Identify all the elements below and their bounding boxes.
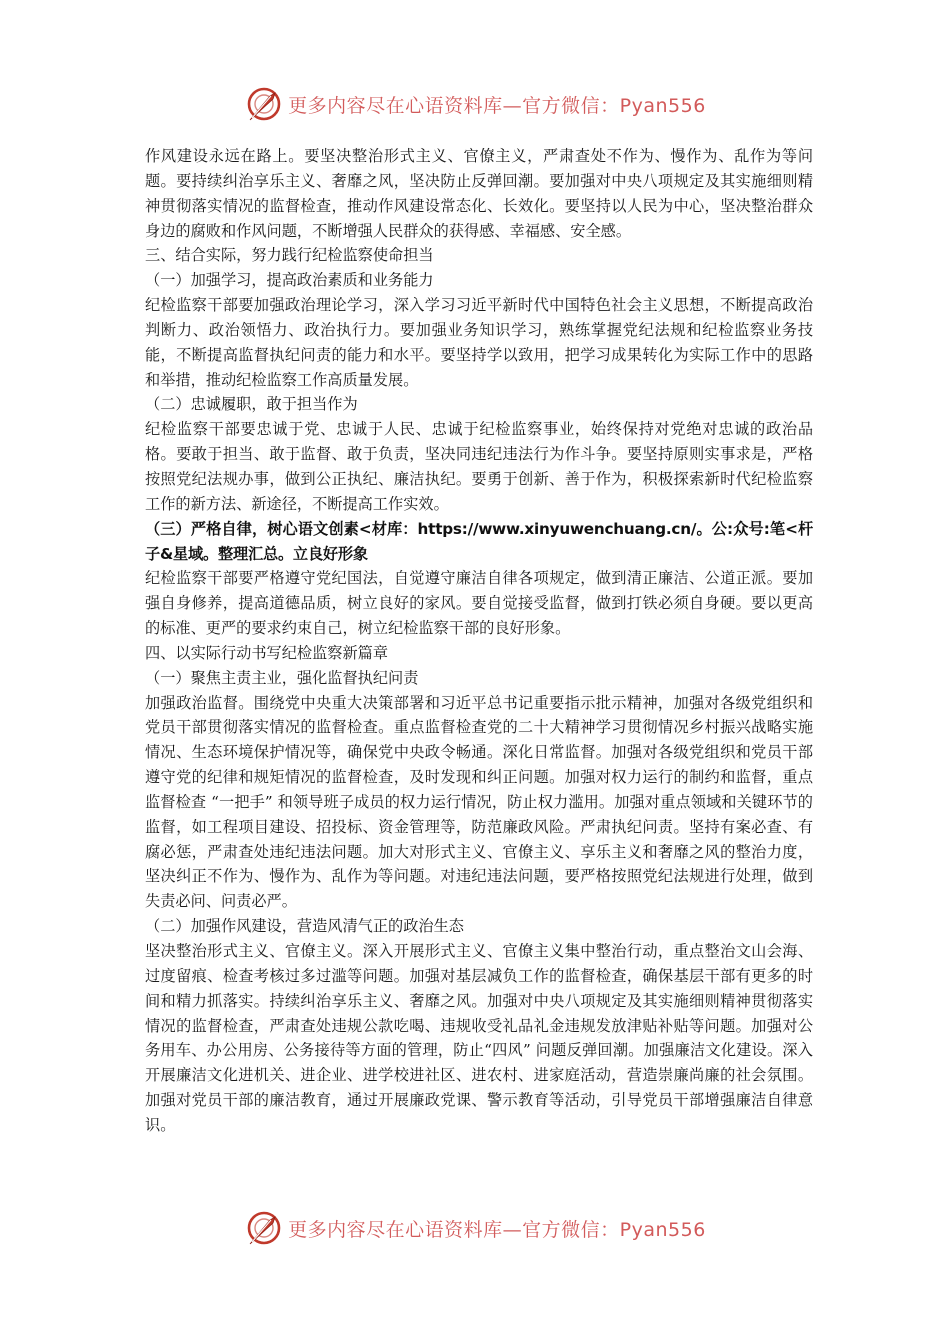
section-heading: （二）加强作风建设，营造风清气正的政治生态 — [145, 917, 464, 936]
pen-logo-icon — [244, 1208, 284, 1248]
body-paragraph: 纪检监察干部要忠诚于党、忠诚于人民、忠诚于纪检监察事业，始终保持对党绝对忠诚的政治品格。要敢于担当、敢于监督、敢于负责，坚决同违纪违法行为作斗争。要坚持原则实事求是，严格按照党纪法规办事，做到公正执纪、廉洁执纪。要勇于创新、善于作为，积极探索新时代纪检监察工作的新方法、新途径，不断提高工作实效。 — [145, 420, 813, 513]
banner-text: 更多内容尽在心语资料库—官方微信：Pyan556 — [288, 94, 706, 117]
section-heading: （一）聚焦主责主业，强化监督执纪问责 — [145, 668, 419, 687]
body-paragraph: 坚决整治形式主义、官僚主义。深入开展形式主义、官僚主义集中整治行动，重点整治文山会海、过度留痕、检查考核过多过滥等问题。加强对基层减负工作的监督检查，确保基层干部有更多的时间和精力抓落实。持续纠治享乐主义、奢靡之风。加强对中央八项规定及其实施细则精神贯彻落实情况的监督检查，严肃查处违规公款吃喝、违规收受礼品礼金违规发放津贴补贴等问题。加强对公务用车、办公用房、公务接待等方面的管理，防止“四风” 问题反弹回潮。加强廉洁文化建设。深入开展廉洁文化进机关、进企业、进学校进社区、进农村、进家庭活动，营造崇廉尚廉的社会氛围。加强对党员干部的廉洁教育，通过开展廉政党课、警示教育等活动，引导党员干部增强廉洁自律意识。 — [145, 942, 813, 1134]
body-paragraph: 作风建设永远在路上。要坚决整治形式主义、官僚主义，严肃查处不作为、慢作为、乱作为等问题。要持续纠治享乐主义、奢靡之风，坚决防止反弹回潮。要加强对中央八项规定及其实施细则精神贯彻落实情况的监督检查，推动作风建设常态化、长效化。要坚持以人民为中心，坚决整治群众身边的腐败和作风问题，不断增强人民群众的获得感、幸福感、安全感。 — [145, 147, 813, 240]
pen-logo-icon — [244, 84, 284, 124]
document-body — [145, 144, 813, 1138]
section-heading: （二）忠诚履职，敢于担当作为 — [145, 395, 358, 414]
body-paragraph: 加强政治监督。围绕党中央重大决策部署和习近平总书记重要指示批示精神，加强对各级党组织和党员干部贯彻落实情况的监督检查。重点监督检查党的二十大精神学习贯彻情况乡村振兴战略实施情况、生态环境保护情况等，确保党中央政令畅通。深化日常监督。加强对各级党组织和党员干部遵守党的纪律和规矩情况的监督检查，及时发现和纠正问题。加强对权力运行的制约和监督，重点监督检查 “一把手” 和领导班子成员的权力运行情况，防止权力滥用。加强对重点领域和关键环节的监督，如工程项目建设、招投标、资金管理等，防范廉政风险。严肃执纪问责。坚持有案必查、有腐必惩，严肃查处违纪违法问题。加大对形式主义、官僚主义、享乐主义和奢靡之风的整治力度，坚决纠正不作为、慢作为、乱作为等问题。对违纪违法问题，要严格按照党纪法规进行处理，做到失责必问、问责必严。 — [145, 693, 813, 911]
bold-heading: （三）严格自律，树心语文创素<材库：https://www.xinyuwenchuang.cn/。公:众号:笔<杆子&星域。整理汇总。立良好形象 — [145, 519, 813, 563]
header-watermark-banner — [0, 82, 950, 126]
banner-text: 更多内容尽在心语资料库—官方微信：Pyan556 — [288, 1218, 706, 1241]
section-heading: 三、结合实际，努力践行纪检监察使命担当 — [145, 246, 434, 265]
section-heading: （一）加强学习，提高政治素质和业务能力 — [145, 271, 434, 290]
body-paragraph: 纪检监察干部要严格遵守党纪国法，自觉遵守廉洁自律各项规定，做到清正廉洁、公道正派。要加强自身修养，提高道德品质，树立良好的家风。要自觉接受监督，做到打铁必须自身硬。要以更高的标准、更严的要求约束自己，树立纪检监察干部的良好形象。 — [145, 569, 813, 638]
footer-watermark-banner — [0, 1206, 950, 1250]
body-paragraph: 纪检监察干部要加强政治理论学习，深入学习习近平新时代中国特色社会主义思想，不断提高政治判断力、政治领悟力、政治执行力。要加强业务知识学习，熟练掌握党纪法规和纪检监察业务技能，不断提高监督执纪问责的能力和水平。要坚持学以致用，把学习成果转化为实际工作中的思路和举措，推动纪检监察工作高质量发展。 — [145, 296, 813, 389]
section-heading: 四、以实际行动书写纪检监察新篇章 — [145, 643, 388, 662]
